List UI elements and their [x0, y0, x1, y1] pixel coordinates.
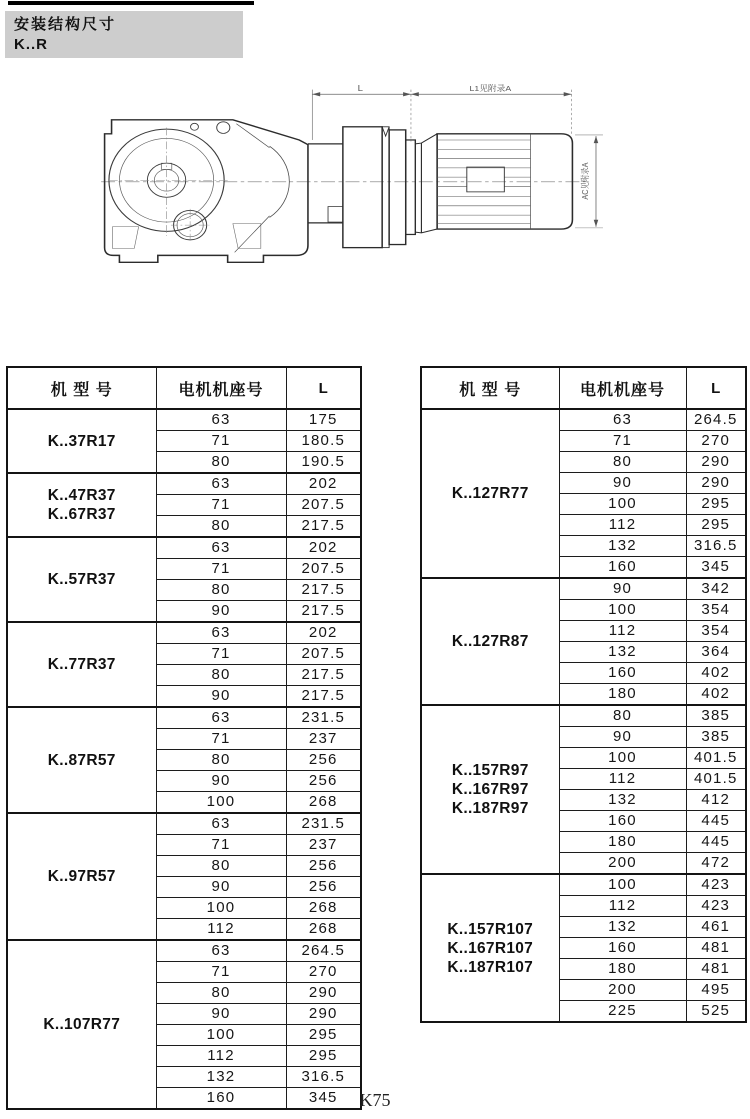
length-cell: 207.5 [286, 559, 361, 580]
arrowhead [312, 92, 320, 96]
column-header: L [286, 367, 361, 409]
length-cell: 207.5 [286, 495, 361, 516]
motor-frame-cell: 112 [156, 919, 286, 941]
motor-frame-cell: 160 [559, 811, 686, 832]
arrowhead [564, 92, 572, 96]
length-cell: 481 [686, 938, 746, 959]
neck-plug [328, 207, 343, 222]
model-number: K..157R107 [447, 920, 534, 938]
column-header: 电机机座号 [559, 367, 686, 409]
top-black-rule [8, 1, 254, 5]
motor-frame-cell: 63 [559, 409, 686, 431]
model-cell [7, 707, 156, 813]
motor-frame-cell: 80 [156, 516, 286, 538]
table-row [421, 409, 746, 431]
length-cell: 268 [286, 919, 361, 941]
length-cell: 402 [686, 663, 746, 684]
dim-label-ac: AC见附录A [580, 162, 591, 200]
dimension-table [420, 366, 747, 1023]
arrowhead [403, 92, 411, 96]
length-cell: 207.5 [286, 644, 361, 665]
motor-frame-cell: 200 [559, 980, 686, 1001]
length-cell: 495 [686, 980, 746, 1001]
motor-frame-cell: 160 [559, 663, 686, 684]
motor-frame-cell: 160 [559, 938, 686, 959]
motor-frame-cell: 71 [156, 431, 286, 452]
length-cell: 401.5 [686, 769, 746, 790]
motor-frame-cell: 90 [156, 601, 286, 623]
length-cell: 385 [686, 705, 746, 727]
motor-frame-cell: 160 [559, 557, 686, 579]
housing-boss-small [191, 123, 199, 130]
motor-frame-cell: 90 [156, 877, 286, 898]
gearmotor-side-view [88, 78, 692, 346]
length-cell: 237 [286, 729, 361, 750]
model-cell [7, 813, 156, 940]
motor-frame-cell: 90 [559, 578, 686, 600]
model-number: K..47R37 [47, 487, 116, 504]
motor-frame-cell: 132 [156, 1067, 286, 1088]
motor-frame-cell: 80 [156, 665, 286, 686]
model-number: K..157R97 [451, 762, 529, 779]
table-row [7, 622, 361, 644]
length-cell: 268 [286, 792, 361, 814]
motor-frame-cell: 180 [559, 959, 686, 980]
length-cell: 270 [286, 962, 361, 983]
model-number: K..167R107 [447, 939, 534, 957]
motor-frame-cell: 100 [559, 874, 686, 896]
length-cell: 402 [686, 684, 746, 706]
model-number: K..187R107 [447, 958, 534, 976]
model-number: K..67R37 [47, 506, 116, 523]
model-number: K..187R97 [451, 800, 529, 817]
length-cell: 342 [686, 578, 746, 600]
table-row [421, 578, 746, 600]
model-number: K..57R37 [47, 571, 116, 588]
adapter-step-ring [406, 140, 416, 234]
motor-frame-cell: 80 [559, 452, 686, 473]
length-cell: 295 [286, 1025, 361, 1046]
motor-frame-cell: 100 [156, 1025, 286, 1046]
length-cell: 175 [286, 409, 361, 431]
arrowhead [594, 220, 599, 227]
model-number: K..167R97 [451, 781, 529, 798]
length-cell: 270 [686, 431, 746, 452]
length-cell: 264.5 [686, 409, 746, 431]
column-header: 电机机座号 [156, 367, 286, 409]
dimension-table-left [6, 366, 362, 1110]
motor-frame-cell: 90 [559, 473, 686, 494]
table-row [7, 537, 361, 559]
length-cell: 364 [686, 642, 746, 663]
length-cell: 256 [286, 771, 361, 792]
casting-pockets [112, 224, 260, 249]
length-cell: 401.5 [686, 748, 746, 769]
length-cell: 345 [686, 557, 746, 579]
dimension-table-right [420, 366, 747, 1023]
table-row [421, 705, 746, 727]
column-header: L [686, 367, 746, 409]
length-cell: 231.5 [286, 707, 361, 729]
model-number: K..37R17 [47, 432, 116, 450]
header-row [7, 367, 361, 409]
motor-frame-cell: 180 [559, 832, 686, 853]
motor-frame-cell: 63 [156, 409, 286, 431]
motor-frame-cell: 100 [559, 494, 686, 515]
arrowhead [411, 92, 419, 96]
length-cell: 481 [686, 959, 746, 980]
motor-frame-cell: 63 [156, 537, 286, 559]
length-cell: 217.5 [286, 516, 361, 538]
table-row [7, 409, 361, 431]
motor-frame-cell: 71 [156, 729, 286, 750]
table-row [421, 874, 746, 896]
motor-frame-cell: 112 [559, 621, 686, 642]
page-header [5, 11, 243, 58]
motor-frame-cell: 132 [559, 642, 686, 663]
motor-frame-cell: 132 [559, 536, 686, 557]
length-cell: 354 [686, 621, 746, 642]
length-cell: 217.5 [286, 686, 361, 708]
length-cell: 290 [686, 452, 746, 473]
adapter-second-disc [389, 130, 406, 245]
casting-rib-lines [235, 124, 270, 253]
length-cell: 445 [686, 811, 746, 832]
length-cell: 423 [686, 874, 746, 896]
motor-frame-cell: 112 [559, 896, 686, 917]
model-cell [7, 940, 156, 1109]
length-cell: 202 [286, 537, 361, 559]
dim-label-l1: L1见附录A [469, 84, 512, 94]
dimension-table [6, 366, 362, 1110]
clamp-ring [382, 127, 389, 248]
technical-drawing [88, 78, 692, 346]
model-number: K..107R77 [43, 1016, 121, 1033]
motor-frame-cell: 90 [156, 771, 286, 792]
motor-frame-cell: 63 [156, 622, 286, 644]
motor-frame-cell: 63 [156, 940, 286, 962]
length-cell: 525 [686, 1001, 746, 1023]
column-header: 机 型 号 [7, 367, 156, 409]
motor-frame-cell: 80 [156, 452, 286, 474]
motor-frame-cell: 160 [156, 1088, 286, 1110]
model-number: K..87R57 [47, 751, 116, 769]
lower-bore-crosshair [171, 209, 209, 242]
motor-frame-cell: 71 [156, 835, 286, 856]
motor-frame-cell: 100 [559, 600, 686, 621]
motor-bell-taper [415, 134, 437, 233]
length-cell: 316.5 [286, 1067, 361, 1088]
motor-frame-cell: 71 [156, 495, 286, 516]
motor-frame-cell: 132 [559, 790, 686, 811]
motor-frame-cell: 63 [156, 813, 286, 835]
length-cell: 268 [286, 898, 361, 919]
page-number: K75 [359, 1090, 391, 1110]
arrowhead [594, 136, 599, 143]
motor-frame-cell: 180 [559, 684, 686, 706]
adapter-flange-disc [343, 127, 382, 248]
model-cell [421, 409, 559, 578]
model-cell [7, 409, 156, 473]
length-cell: 461 [686, 917, 746, 938]
motor-frame-cell: 100 [156, 792, 286, 814]
model-number: K..127R77 [451, 485, 529, 502]
length-cell: 256 [286, 877, 361, 898]
length-cell: 217.5 [286, 665, 361, 686]
motor-frame-cell: 90 [559, 727, 686, 748]
motor-frame-cell: 80 [156, 750, 286, 771]
motor-frame-cell: 63 [156, 707, 286, 729]
model-cell [421, 578, 559, 705]
motor-frame-cell: 80 [156, 983, 286, 1004]
length-cell: 295 [286, 1046, 361, 1067]
model-number: K..77R37 [47, 656, 116, 673]
model-cell [421, 874, 559, 1022]
motor-frame-cell: 63 [156, 473, 286, 495]
terminal-box [467, 167, 505, 192]
motor-frame-cell: 71 [156, 644, 286, 665]
length-cell: 290 [286, 1004, 361, 1025]
motor-frame-cell: 112 [559, 769, 686, 790]
length-cell: 180.5 [286, 431, 361, 452]
dim-label-l: L [357, 83, 363, 94]
table-row [7, 473, 361, 495]
motor-frame-cell: 100 [156, 898, 286, 919]
gearbox-housing-outline [105, 120, 308, 263]
motor-frame-cell: 90 [156, 1004, 286, 1025]
motor-frame-cell: 112 [559, 515, 686, 536]
length-cell: 237 [286, 835, 361, 856]
model-number: K..97R57 [47, 868, 116, 885]
model-cell [7, 622, 156, 707]
motor-frame-cell: 132 [559, 917, 686, 938]
length-cell: 423 [686, 896, 746, 917]
model-number: K..127R87 [451, 633, 529, 650]
clamp-ring-notch [382, 127, 389, 136]
motor-frame-cell: 80 [156, 856, 286, 877]
length-cell: 385 [686, 727, 746, 748]
length-cell: 264.5 [286, 940, 361, 962]
housing-boss-large [217, 122, 230, 134]
length-cell: 345 [286, 1088, 361, 1110]
adapter-neck [308, 144, 343, 223]
length-cell: 290 [686, 473, 746, 494]
length-cell: 295 [686, 515, 746, 536]
length-cell: 295 [686, 494, 746, 515]
length-cell: 217.5 [286, 601, 361, 623]
motor-frame-cell: 71 [156, 559, 286, 580]
length-cell: 202 [286, 473, 361, 495]
table-row [7, 813, 361, 835]
table-row [7, 940, 361, 962]
model-cell [421, 705, 559, 874]
motor-frame-cell: 225 [559, 1001, 686, 1023]
motor-frame-cell: 71 [156, 962, 286, 983]
length-cell: 472 [686, 853, 746, 875]
section-title: 安装结构尺寸 [14, 16, 117, 33]
header-row [421, 367, 746, 409]
column-header: 机 型 号 [421, 367, 559, 409]
model-cell [7, 537, 156, 622]
length-cell: 256 [286, 856, 361, 877]
length-cell: 445 [686, 832, 746, 853]
motor-frame-cell: 80 [156, 580, 286, 601]
length-cell: 256 [286, 750, 361, 771]
motor-frame-cell: 200 [559, 853, 686, 875]
length-cell: 190.5 [286, 452, 361, 474]
length-cell: 202 [286, 622, 361, 644]
motor-frame-cell: 90 [156, 686, 286, 708]
length-cell: 354 [686, 600, 746, 621]
length-cell: 316.5 [686, 536, 746, 557]
length-cell: 412 [686, 790, 746, 811]
series-code: K..R [14, 36, 48, 53]
length-cell: 217.5 [286, 580, 361, 601]
length-cell: 290 [286, 983, 361, 1004]
motor-frame-cell: 100 [559, 748, 686, 769]
table-row [7, 707, 361, 729]
motor-frame-cell: 80 [559, 705, 686, 727]
motor-frame-cell: 71 [559, 431, 686, 452]
motor-frame-cell: 112 [156, 1046, 286, 1067]
model-cell [7, 473, 156, 537]
length-cell: 231.5 [286, 813, 361, 835]
